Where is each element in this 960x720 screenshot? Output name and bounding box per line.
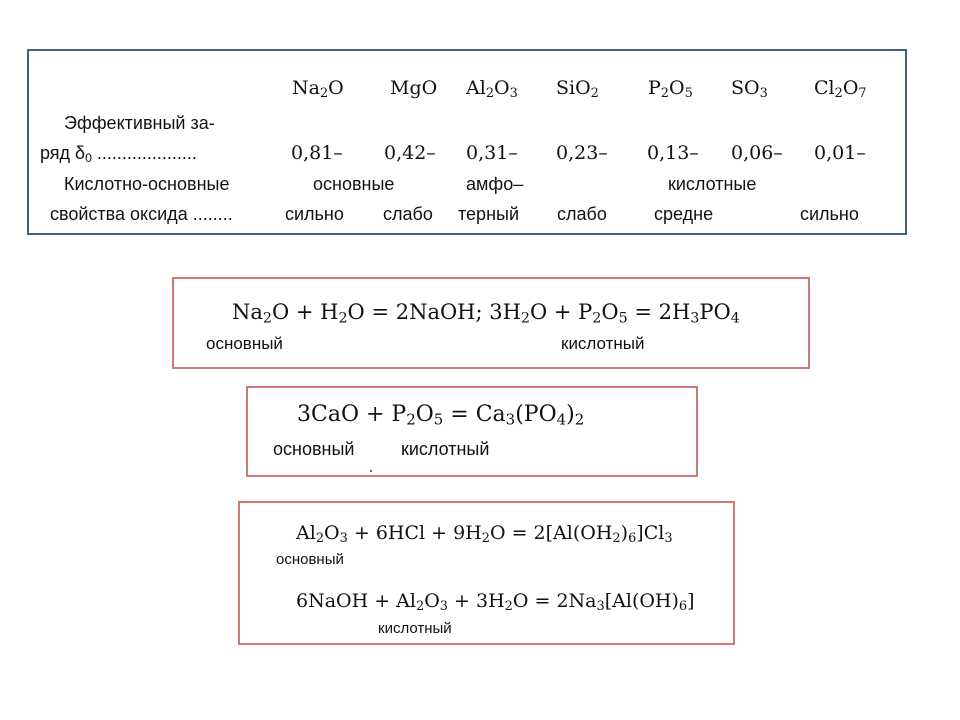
charge-label-line1: Эффективный за- <box>64 113 215 133</box>
label-basic: основный <box>276 551 344 568</box>
equation-formula: $3CaO + P_2O_5 = Ca_3(PO_4)_2$ <box>297 402 585 429</box>
label-acidic: кислотный <box>561 334 645 353</box>
equation-box-2 <box>246 386 698 477</box>
header-al2o3: $Al_2O_3$ <box>466 77 518 102</box>
group-amphoteric: амфо– <box>466 174 524 194</box>
charge-value: 0,81– <box>291 142 343 164</box>
header-cl2o7: $Cl_2O_7$ <box>814 77 867 102</box>
strength-value: средне <box>654 204 714 224</box>
strength-value: сильно <box>800 204 859 224</box>
equation-formula: $Na_2O + H_2O$ = 2NaOH; $3H_2O + P_2O_5 = 2H_3PO_4$ <box>232 300 740 327</box>
props-label-line1: Кислотно-основные <box>64 174 230 194</box>
charge-value: 0,42– <box>384 142 436 164</box>
charge-label-line2: ряд $\delta_0$ .................... <box>40 143 197 166</box>
charge-value: 0,06– <box>731 142 783 164</box>
label-basic: основный <box>273 439 355 459</box>
strength-value: слабо <box>557 204 607 224</box>
header-p2o5: $P_2O_5$ <box>648 77 693 102</box>
label-basic: основный <box>206 334 283 353</box>
charge-value: 0,01– <box>814 142 866 164</box>
header-mgo: MgO <box>390 77 438 99</box>
group-acidic: кислотные <box>668 174 757 194</box>
strength-value: слабо <box>383 204 433 224</box>
group-basic: основные <box>313 174 395 194</box>
header-na2o: $Na_2O$ <box>292 77 344 102</box>
label-acidic: кислотный <box>378 620 452 637</box>
props-label-line2: свойства оксида ........ <box>50 204 233 224</box>
dot-mark <box>370 470 372 472</box>
strength-value: сильно <box>285 204 344 224</box>
header-so3: $SO_3$ <box>731 77 768 102</box>
charge-value: 0,31– <box>466 142 518 164</box>
charge-value: 0,23– <box>556 142 608 164</box>
charge-value: 0,13– <box>647 142 699 164</box>
equation-formula: 6NaOH + $Al_2O_3 + 3H_2O = 2Na_3[Al(OH)_6]$ <box>296 590 695 615</box>
label-acidic: кислотный <box>401 439 490 459</box>
header-sio2: SiO$_2$ <box>556 77 599 102</box>
strength-value: терный <box>458 204 519 224</box>
equation-formula: $Al_2O_3 + 6HCl + 9H_2O = 2[Al(OH_2)_6]Cl_3$ <box>296 522 673 547</box>
